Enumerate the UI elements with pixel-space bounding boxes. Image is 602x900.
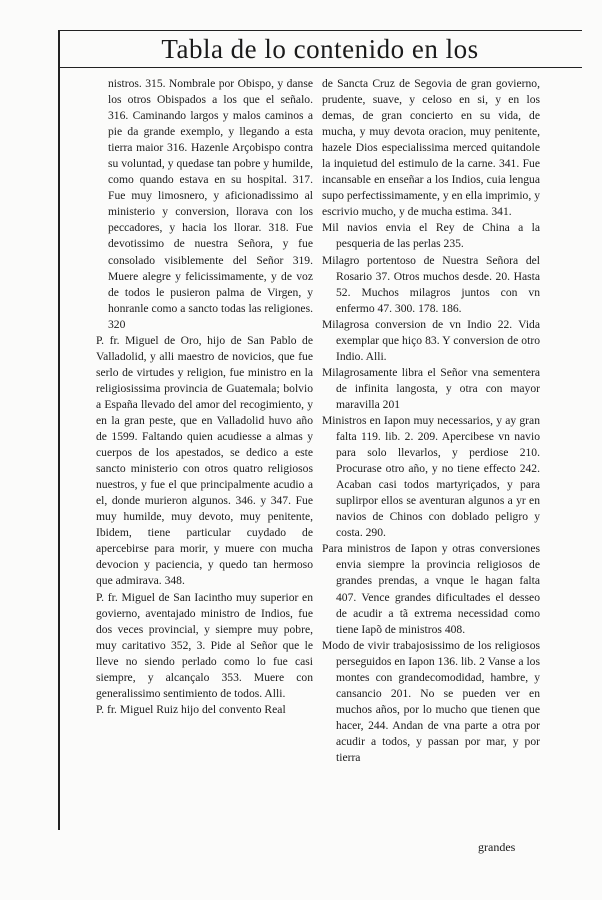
index-entry: P. fr. Miguel Ruiz hijo del convento Real [96,702,286,716]
catchword: grandes [478,840,516,854]
index-entry: P. fr. Miguel de San Iacintho muy superior en govierno, aventajado ministro de Indios, fue dos veces provincial, y siempre muy pobre, muy caritativo 352, 3. Pide al Señor que le lleve no siendo perlado como lo fue casi siempre, y alcançalo 353. Muere con generalissimo sentimiento de todos. Alli. [96,590,313,700]
index-entry: nistros. 315. Nombrale por Obispo, y danse los otros Obispados a los que el señalo. 316. Caminando largos y malos caminos a pie da grande exemplo, y llegando a esta tierra maior 316. Hazenle Arçobispo contra su voluntad, y quedase tan pobre y humilde, como quando estava en su hospital. 317. Fue muy limosnero, y aficionadissimo al ministerio y conversion, llorava con los peccadores, y hacia los llorar. 318. Fue devotissimo de nuestra Señora, y fue consolado visiblemente del Señor 319. Muere alegre y felicissimamente, y de voz de todos le pusieron palma de Virgen, y honranle como a sancto todas las religiones. 320 [108,77,313,331]
left-border-rule [58,30,60,830]
right-column [322,76,540,766]
index-entry: Milagrosamente libra el Señor vna sementera de infinita langosta, y otra con mayor maravilla 201 [322,365,540,411]
index-entry: Para ministros de Iapon y otras conversiones envia siempre la provincia religiosos de grandes prendas, a vnque le hagan falta 407. Vence grandes dificultades el desseo de acudir a tã extrema necessidad como tiene Iapõ de ministros 408. [322,542,540,636]
left-column [96,76,313,718]
index-entry: Ministros en Iapon muy necessarios, y ay gran falta 119. lib. 2. 209. Apercibese vn navio para solo llevarlos, y perdiose 210. Procurase otro año, y no tiene effecto 242. Acaban casi todos martyriçados, y para suplirpor ellos se aventuran algunos a yr en navios de Chinos con doblado peligro y costa. 290. [322,413,540,540]
index-entry: Milagro portentoso de Nuestra Señora del Rosario 37. Otros muchos desde. 20. Hasta 52. Muchos milagros juntos con vn enfermo 47. 300. 178. 186. [322,253,540,315]
header-frame [58,30,582,68]
index-entry: Modo de vivir trabajosissimo de los religiosos perseguidos en Iapon 136. lib. 2 Vanse a los montes con grandecomodidad, hambre, y cansancio 201. No se pueden ver en muchos años, por lo mucho que tienen que hacer, 244. Andan de vna parte a otra por acudir a todos, y passan por mar, y por tierra [322,638,540,764]
running-title: Tabla de lo contenido en los [161,34,479,64]
index-entry: P. fr. Miguel de Oro, hijo de San Pablo de Valladolid, y alli maestro de novicios, que fue serlo de virtudes y religion, fue ministro en la religiosissima provincia de Guatemala; bolvio a España llevado del amor del recogimiento, y en la gran peste, que en Valladolid huvo año de 1599. Faltando quien acudiesse a almas y cuerpos de los apestados, se dedico a este sancto ministerio con otros quatro religiosos nuestros, y fue el que principalmente acudio a el, donde murieron algunos. 346. y 347. Fue muy humilde, muy devoto, muy penitente, Ibidem, tiene particular cuydado de apercebirse para morir, y muere con mucha devocion y paciencia, y quedo tan hermoso que admirava. 348. [96,333,313,588]
index-entry: Milagrosa conversion de vn Indio 22. Vida exemplar que hiço 83. Y conversion de otro Indio. Alli. [322,317,540,363]
index-entry: Mil navios envia el Rey de China a la pesqueria de las perlas 235. [322,221,540,251]
index-entry: de Sancta Cruz de Segovia de gran govierno, prudente, suave, y celoso en si, y en los demas, de gran concierto en su vida, de mucha, y muy devota oracion, muy penitente, hazele Dios especialissima merced quitandole la inquietud del estimulo de la carne. 341. Fue incansable en enseñar a los Indios, cuia lengua supo perfectissimamente, y en ella imprimio, y escrivio mucho, y de mucha estima. 341. [322,77,540,219]
